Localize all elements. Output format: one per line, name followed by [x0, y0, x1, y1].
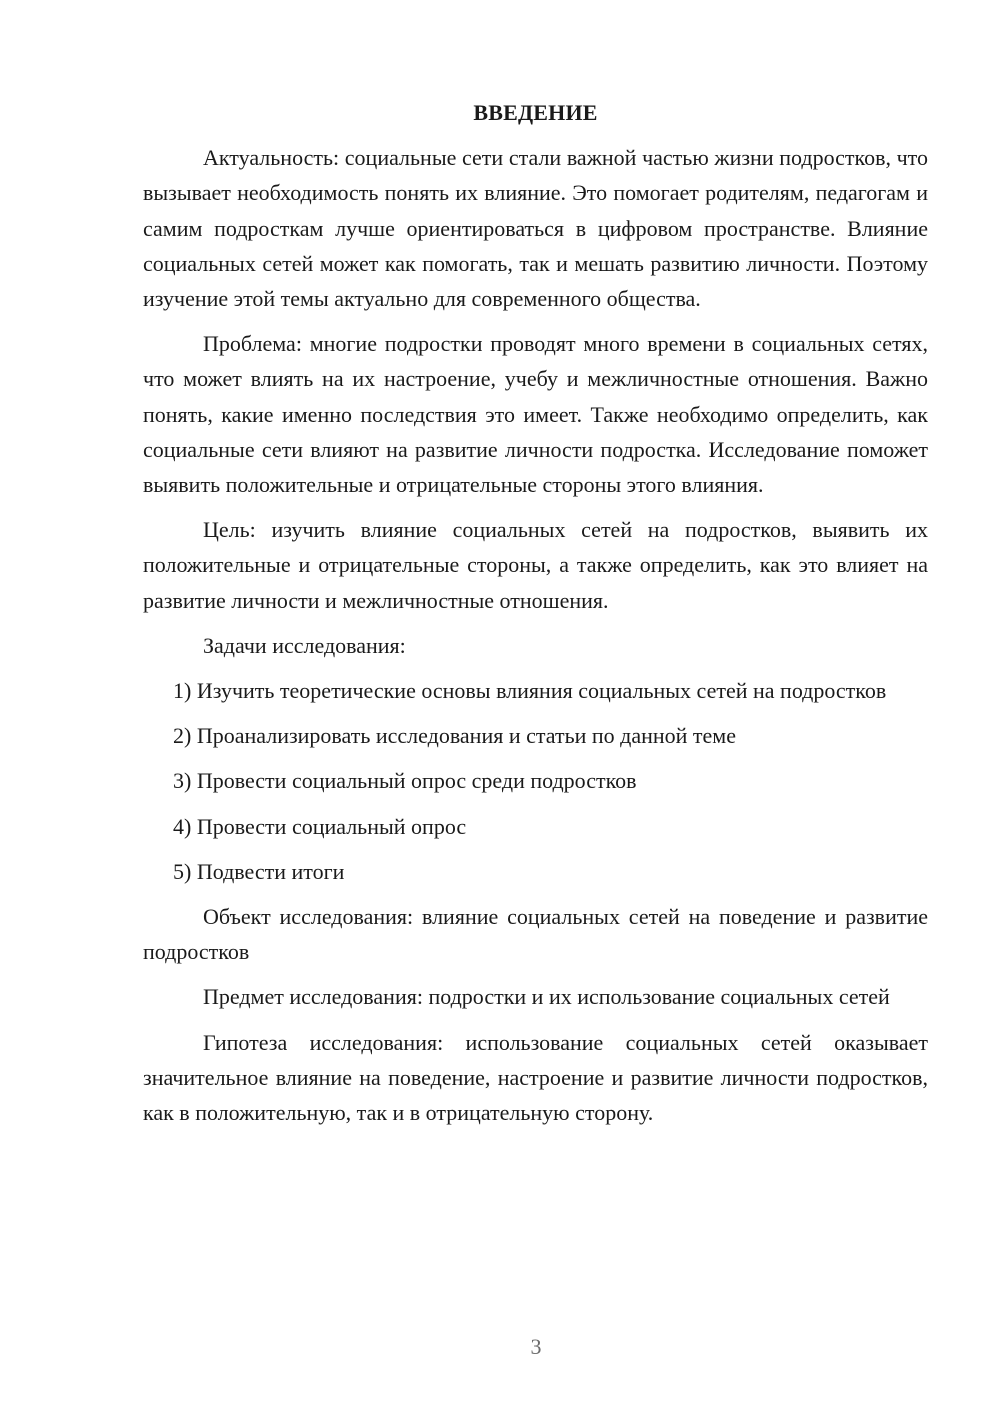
task-item: 1) Изучить теоретические основы влияния социальных сетей на подростков: [173, 678, 887, 704]
page-title: ВВЕДЕНИЕ: [473, 100, 598, 125]
task-item: 4) Провести социальный опрос: [173, 813, 467, 839]
subject-paragraph: Предмет исследования: подростки и их использование социальных сетей: [203, 984, 890, 1010]
problem-paragraph: Проблема: многие подростки проводят много времени в социальных сетях, что может влиять на их настроение, учебу и межличностные отношения. Важно понять, какие именно последствия это имеет. Также необходимо определить, как социальные сети влияют на развитие личности подростка. Исследование поможет выявить положительные и отрицательные стороны этого влияния.: [143, 331, 928, 498]
relevance-paragraph: Актуальность: социальные сети стали важной частью жизни подростков, что вызывает необходимость понять их влияние. Это помогает родителям, педагогам и самим подросткам лучше ориентироваться в цифровом пространстве. Влияние социальных сетей может как помогать, так и мешать развитию личности. Поэтому изучение этой темы актуально для современного общества.: [143, 145, 928, 312]
page-number: 3: [530, 1334, 542, 1359]
object-paragraph: Объект исследования: влияние социальных сетей на поведение и развитие подростков: [143, 904, 928, 965]
task-item: 5) Подвести итоги: [173, 858, 345, 884]
page-content: [143, 95, 928, 1140]
task-item: 2) Проанализировать исследования и статьи по данной теме: [173, 723, 736, 749]
tasks-heading: Задачи исследования:: [203, 632, 406, 658]
task-item: 3) Провести социальный опрос среди подростков: [173, 768, 637, 794]
hypothesis-paragraph: Гипотеза исследования: использование социальных сетей оказывает значительное влияние на поведение, настроение и развитие личности подростков, как в положительную, так и в отрицательную сторону.: [143, 1029, 928, 1126]
goal-paragraph: Цель: изучить влияние социальных сетей на подростков, выявить их положительные и отрицательные стороны, а также определить, как это влияет на развитие личности и межличностные отношения.: [143, 517, 928, 613]
